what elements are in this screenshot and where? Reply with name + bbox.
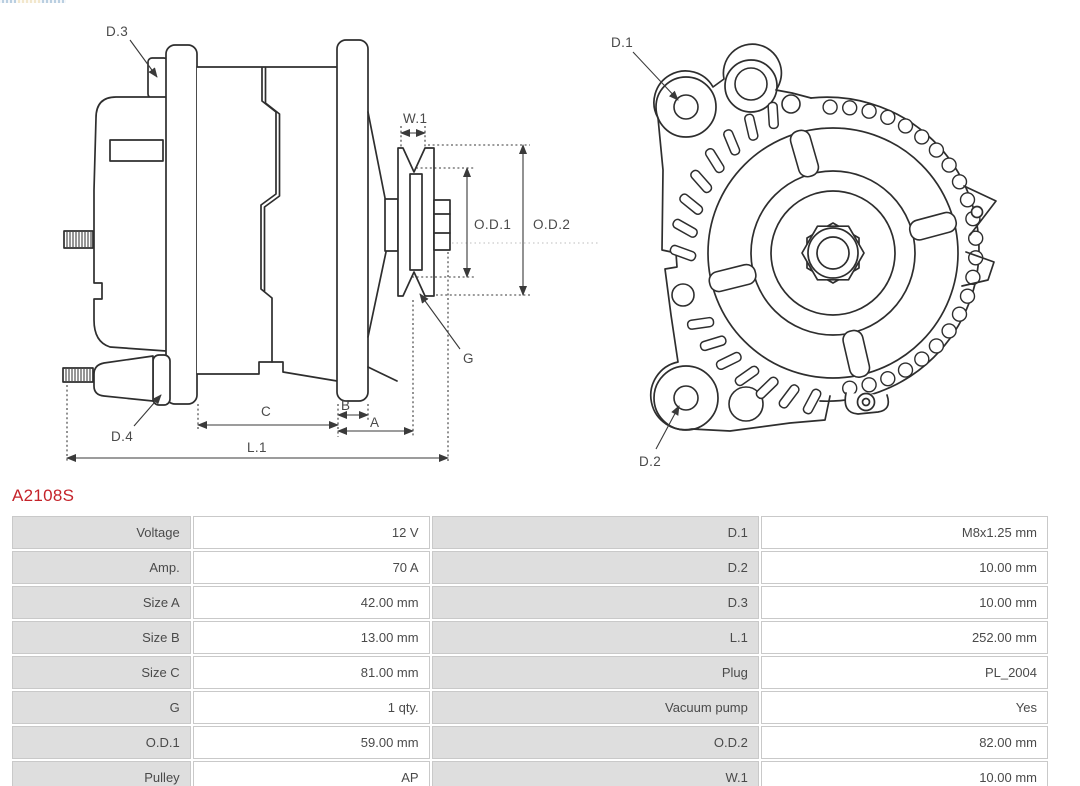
spec-value-cell: AP bbox=[193, 761, 430, 786]
spec-label-cell: Amp. bbox=[12, 551, 191, 584]
spec-value-cell: Yes bbox=[761, 691, 1048, 724]
lower-boss bbox=[94, 356, 153, 401]
spec-value-cell: 59.00 mm bbox=[193, 726, 430, 759]
spec-value-cell: 10.00 mm bbox=[761, 761, 1048, 786]
spec-row-1 bbox=[12, 516, 1048, 549]
spec-label-cell: O.D.2 bbox=[432, 726, 759, 759]
dim-label-d3: D.3 bbox=[106, 24, 129, 39]
spec-label-cell: Size B bbox=[12, 621, 191, 654]
front-bracket-leg bbox=[337, 40, 368, 401]
hole-d2 bbox=[674, 386, 698, 410]
spec-row-4 bbox=[12, 621, 1048, 654]
top-mounting-lug bbox=[148, 58, 168, 98]
spec-value-cell: 13.00 mm bbox=[193, 621, 430, 654]
shaft-collar bbox=[385, 199, 398, 251]
spec-row-5 bbox=[12, 656, 1048, 689]
spec-label-cell: Voltage bbox=[12, 516, 191, 549]
side-view-drawing bbox=[63, 24, 600, 462]
spec-row-7 bbox=[12, 726, 1048, 759]
spec-label-cell: W.1 bbox=[432, 761, 759, 786]
dim-label-b: B bbox=[341, 398, 351, 413]
dim-label-d1: D.1 bbox=[611, 35, 634, 50]
dim-label-od2: O.D.2 bbox=[533, 217, 571, 232]
spec-label-cell: Pulley bbox=[12, 761, 191, 786]
rear-housing-window bbox=[110, 140, 163, 161]
spec-value-cell: 10.00 mm bbox=[761, 586, 1048, 619]
dim-label-w1: W.1 bbox=[403, 111, 428, 126]
dim-label-l1: L.1 bbox=[247, 440, 267, 455]
spec-value-cell: 82.00 mm bbox=[761, 726, 1048, 759]
spec-label-cell: Size C bbox=[12, 656, 191, 689]
rear-bracket-leg bbox=[166, 45, 197, 404]
dim-label-d2: D.2 bbox=[639, 454, 662, 469]
spec-value-cell: 70 A bbox=[193, 551, 430, 584]
spec-row-2 bbox=[12, 551, 1048, 584]
spec-value-cell: 1 qty. bbox=[193, 691, 430, 724]
dim-label-a: A bbox=[370, 415, 380, 430]
shaft-nut bbox=[434, 200, 450, 250]
spec-value-cell: PL_2004 bbox=[761, 656, 1048, 689]
spec-row-8 bbox=[12, 761, 1048, 786]
spec-row-6 bbox=[12, 691, 1048, 724]
spec-label-cell: Plug bbox=[432, 656, 759, 689]
spec-label-cell: Vacuum pump bbox=[432, 691, 759, 724]
spec-label-cell: D.2 bbox=[432, 551, 759, 584]
dim-label-g: G bbox=[463, 351, 474, 366]
rear-housing bbox=[94, 97, 166, 351]
spec-value-cell: 12 V bbox=[193, 516, 430, 549]
part-number: A2108S bbox=[12, 486, 75, 505]
dim-label-c: C bbox=[261, 404, 272, 419]
vacuum-pump-mount bbox=[153, 355, 170, 405]
spec-label-cell: L.1 bbox=[432, 621, 759, 654]
dim-label-od1: O.D.1 bbox=[474, 217, 512, 232]
dim-label-d4: D.4 bbox=[111, 429, 134, 444]
spec-value-cell: 252.00 mm bbox=[761, 621, 1048, 654]
spec-label-cell: D.1 bbox=[432, 516, 759, 549]
spec-value-cell: 81.00 mm bbox=[193, 656, 430, 689]
spec-label-cell: O.D.1 bbox=[12, 726, 191, 759]
spec-label-cell: Size A bbox=[12, 586, 191, 619]
spec-label-cell: G bbox=[12, 691, 191, 724]
spec-value-cell: 10.00 mm bbox=[761, 551, 1048, 584]
spec-value-cell: 42.00 mm bbox=[193, 586, 430, 619]
hole-d1 bbox=[674, 95, 698, 119]
spec-row-3 bbox=[12, 586, 1048, 619]
pulley bbox=[398, 148, 434, 296]
pulley-face bbox=[707, 128, 958, 379]
spec-table bbox=[10, 514, 1050, 786]
right-tab-hole bbox=[972, 207, 983, 218]
alternator-side-outline bbox=[63, 40, 450, 405]
spec-value-cell: M8x1.25 mm bbox=[761, 516, 1048, 549]
spec-label-cell: D.3 bbox=[432, 586, 759, 619]
front-view-drawing bbox=[611, 35, 996, 469]
